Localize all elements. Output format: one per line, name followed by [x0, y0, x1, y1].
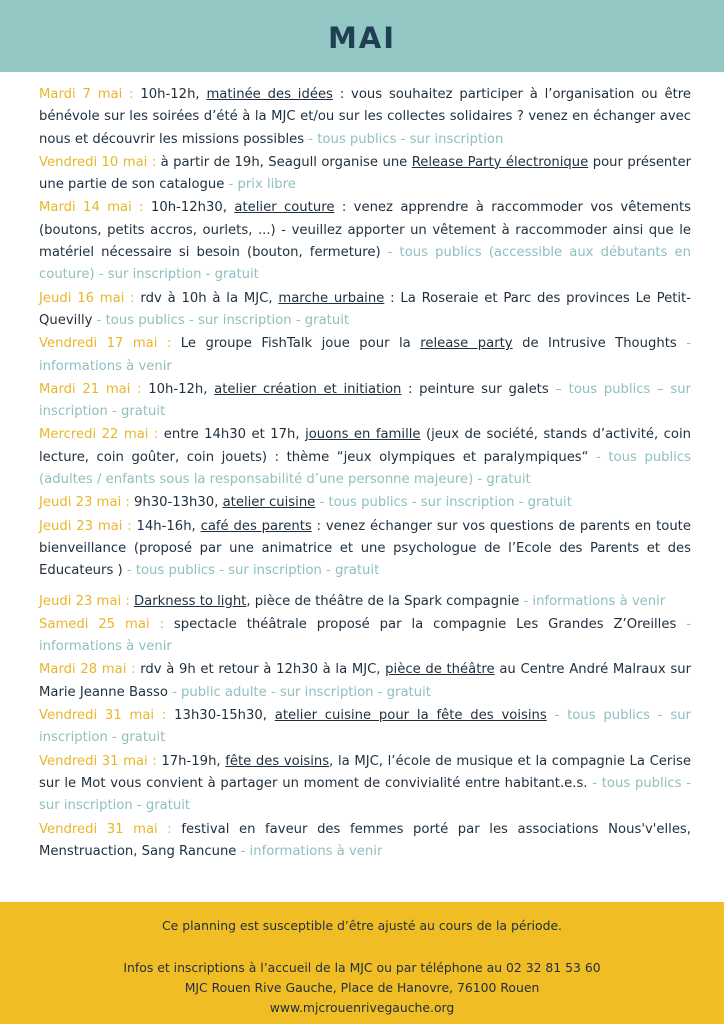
event-item: Jeudi 23 mai : Darkness to light, pièce de théâtre de la Spark compagnie - informations à venir	[39, 593, 666, 609]
event-tags: - tous publics - sur inscription - gratuit	[39, 708, 691, 746]
event-title: Darkness to light	[134, 593, 247, 609]
event-item: Mardi 7 mai : 10h-12h, matinée des idées : vous souhaitez participer à l’organisation ou être bénévole sur les soirées d’été à la MJC et/ou sur les collectes solidaires ? venez en échanger avec nous et découvrir les missions possibles - tous publics - sur inscription	[39, 87, 692, 147]
event-tags: – tous publics – sur inscription - gratuit	[39, 381, 691, 420]
event-title: marche urbaine	[278, 290, 385, 306]
event-tags: - informations à venir	[39, 336, 691, 374]
event-item: Jeudi 23 mai : 9h30-13h30, atelier cuisine - tous publics - sur inscription - gratuit	[39, 495, 572, 511]
event-tags: - prix libre	[224, 177, 296, 193]
event-tags: - tous publics (adultes / enfants sous la responsabilité d’une personne majeure) - gratuit	[39, 449, 691, 488]
event-date: Samedi 25 mai :	[39, 616, 164, 632]
event-title: atelier cuisine pour la fête des voisins	[274, 708, 547, 724]
event-item: Jeudi 16 mai : rdv à 10h à la MJC, marche urbaine : La Roseraie et Parc des provinces Le Petit-Quevilly - tous publics - sur inscription - gratuit	[39, 290, 691, 328]
event-date: Vendredi 31 mai :	[39, 708, 167, 724]
event-tags: - tous publics - sur inscription - gratuit	[315, 495, 572, 511]
event-date: Mardi 21 mai :	[39, 381, 142, 397]
event-date: Vendredi 31 mai :	[39, 821, 172, 837]
event-date: Mercredi 22 mai :	[39, 427, 159, 443]
schedule-note: Ce planning est susceptible d’être ajusté au cours de la période.	[161, 918, 562, 933]
event-date: Jeudi 23 mai :	[39, 518, 132, 534]
event-date: Jeudi 23 mai :	[39, 495, 130, 511]
event-item: Vendredi 31 mai : festival en faveur des femmes porté par les associations Nous'v'elles, Menstruaction, Sang Rancune - informations à venir	[39, 821, 691, 859]
event-item: Vendredi 10 mai : à partir de 19h, Seagull organise une Release Party électronique pour présenter une partie de son catalogue - prix libre	[39, 154, 691, 193]
event-title: atelier couture	[234, 200, 335, 216]
event-title: Release Party électronique	[411, 154, 589, 170]
event-list	[39, 84, 691, 864]
event-date: Mardi 7 mai :	[39, 87, 134, 102]
event-tags: - tous publics - sur inscription - gratuit	[92, 312, 350, 328]
event-item: Vendredi 31 mai : 13h30-15h30, atelier cuisine pour la fête des voisins - tous publics - sur inscription - gratuit	[39, 708, 691, 746]
event-date: Jeudi 23 mai :	[39, 593, 130, 609]
event-tags: - informations à venir	[240, 843, 383, 859]
event-item: Mardi 14 mai : 10h-12h30, atelier couture : venez apprendre à raccommoder vos vêtements (boutons, petits accros, ourlets, ...) - veuillez apporter un vêtement à raccommoder ainsi que le matériel nécessaire si besoin (bouton, fermeture) - tous publics (accessible aux débutants en couture) - sur inscription - gratuit	[39, 200, 691, 283]
address-line: MJC Rouen Rive Gauche, Place de Hanovre, 76100 Rouen	[184, 980, 540, 995]
event-item: Vendredi 17 mai : Le groupe FishTalk joue pour la release party de Intrusive Thoughts - informations à venir	[39, 336, 691, 374]
event-title: pièce de théâtre	[385, 662, 495, 678]
event-date: Vendredi 17 mai :	[39, 336, 172, 352]
event-tags: - public adulte - sur inscription - gratuit	[167, 684, 431, 700]
event-title: matinée des idées	[206, 87, 333, 102]
event-item: Mardi 28 mai : rdv à 9h et retour à 12h30 à la MJC, pièce de théâtre au Centre André Malraux sur Marie Jeanne Basso - public adulte - sur inscription - gratuit	[39, 662, 691, 700]
event-item: Vendredi 31 mai : 17h-19h, fête des voisins, la MJC, l’école de musique et la compagnie La Cerise sur le Mot vous convient à partager un moment de convivialité entre habitant.e.s. - tous publics - sur inscription - gratuit	[39, 753, 691, 814]
page-header	[0, 0, 724, 72]
event-title: jouons en famille	[305, 427, 421, 443]
event-item: Mercredi 22 mai : entre 14h30 et 17h, jouons en famille (jeux de société, stands d’activité, coin lecture, coin goûter, coin jouets) : thème “jeux olympiques et paralympiques“ - tous publics (adultes / enfants sous la responsabilité d’une personne majeure) - gratuit	[39, 427, 692, 488]
event-title: release party	[420, 336, 513, 352]
event-date: Vendredi 31 mai :	[39, 753, 157, 769]
event-item: Jeudi 23 mai : 14h-16h, café des parents : venez échanger sur vos questions de parents en toute bienveillance (proposé par une animatrice et une psychologue de l’Ecole des Parents et des Educateurs ) - tous publics - sur inscription - gratuit	[39, 518, 691, 579]
website-link[interactable]: www.mjcrouenrivegauche.org	[269, 1000, 455, 1015]
contact-line: Infos et inscriptions à l’accueil de la MJC ou par téléphone au 02 32 81 53 60	[123, 960, 601, 975]
page-title: MAI	[327, 21, 397, 55]
contact-info	[0, 958, 724, 1018]
event-date: Mardi 28 mai :	[39, 662, 136, 678]
event-tags: - tous publics - sur inscription	[304, 131, 504, 147]
event-title: fête des voisins	[225, 753, 330, 769]
event-date: Vendredi 10 mai :	[39, 154, 157, 170]
event-date: Mardi 14 mai :	[39, 200, 144, 216]
event-title: atelier création et initiation	[214, 381, 402, 397]
event-title: atelier cuisine	[222, 495, 316, 511]
event-tags: - informations à venir	[39, 616, 692, 655]
event-date: Jeudi 16 mai :	[39, 290, 135, 306]
event-tags: - tous publics - sur inscription - gratuit	[39, 775, 691, 814]
page-footer	[0, 902, 724, 1024]
event-tags: - tous publics (accessible aux débutants en couture) - sur inscription - gratuit	[39, 245, 691, 283]
event-item: Samedi 25 mai : spectacle théâtrale proposé par la compagnie Les Grandes Z’Oreilles - informations à venir	[39, 616, 692, 655]
event-tags: - informations à venir	[519, 593, 666, 609]
event-title: café des parents	[200, 518, 312, 534]
event-tags: - tous publics - sur inscription - gratuit	[122, 563, 380, 579]
event-item: Mardi 21 mai : 10h-12h, atelier création et initiation : peinture sur galets – tous publics – sur inscription - gratuit	[39, 381, 691, 420]
